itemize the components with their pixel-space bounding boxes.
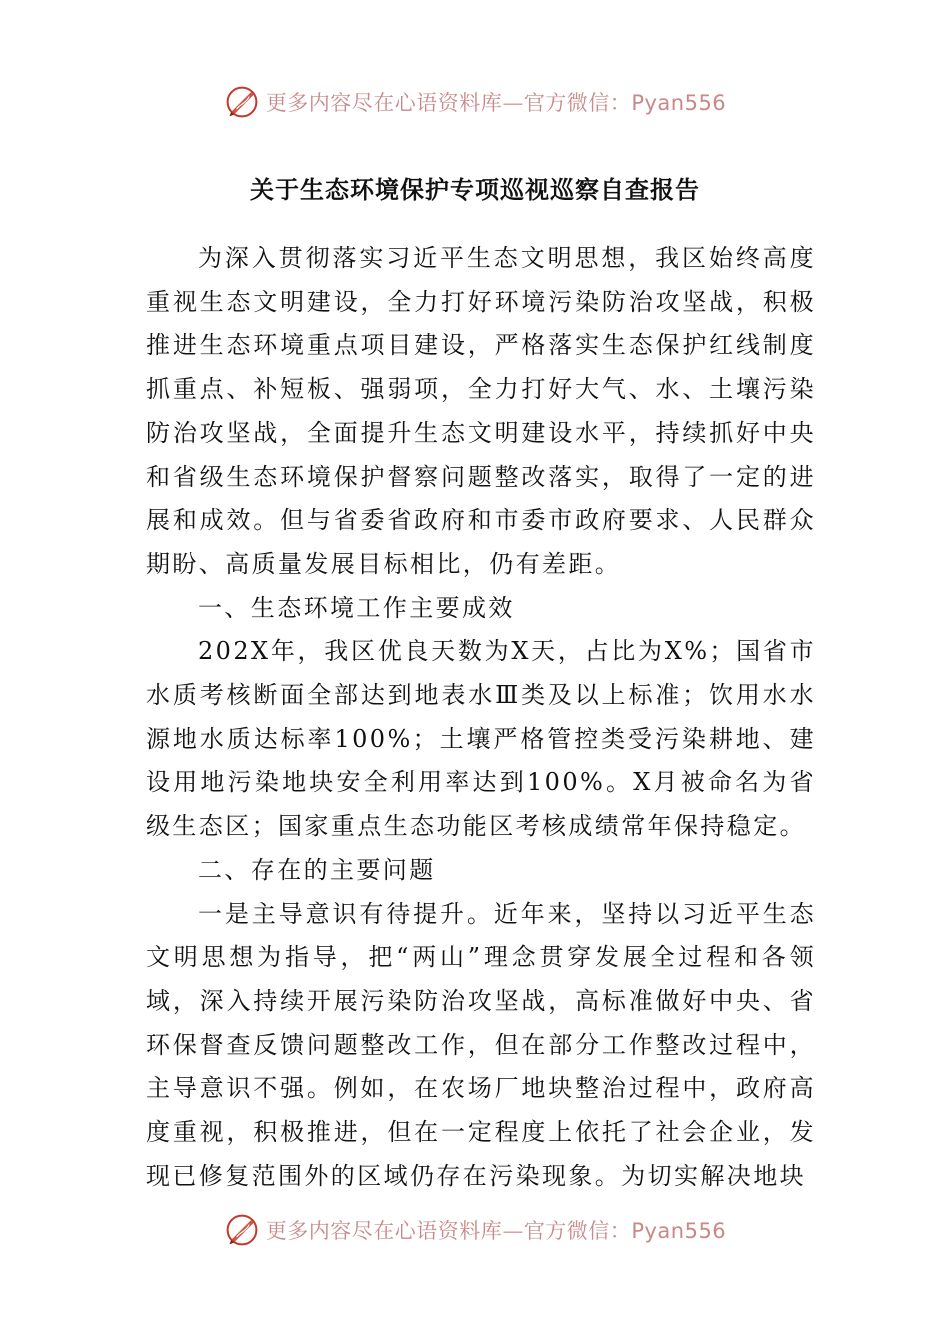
watermark-banner-top (0, 82, 950, 122)
watermark-label: 官方微信： (523, 1219, 632, 1243)
pen-circle-logo-icon (224, 1212, 260, 1248)
watermark-wechat-id: Pyan556 (631, 91, 727, 115)
watermark-text (266, 1215, 726, 1245)
document-title: 关于生态环境保护专项巡视巡察自查报告 (250, 176, 700, 204)
watermark-text (266, 87, 726, 117)
watermark-wechat-id: Pyan556 (631, 1219, 727, 1243)
paragraph-intro: 为深入贯彻落实习近平生态文明思想，我区始终高度重视生态文明建设，全力打好环境污染防治攻坚战，积极推进生态环境重点项目建设，严格落实生态保护红线制度抓重点、补短板、强弱项，全力打好大气、水、土壤污染防治攻坚战，全面提升生态文明建设水平，持续抓好中央和省级生态环境保护督察问题整改落实，取得了一定的进展和成效。但与省委省政府和市委市政府要求、人民群众期盼、高质量发展目标相比，仍有差距。 (146, 244, 816, 578)
watermark-site: 更多内容尽在心语资料库 (265, 91, 503, 115)
section-heading-achievements: 一、生态环境工作主要成效 (198, 593, 515, 622)
watermark-site: 更多内容尽在心语资料库 (265, 1219, 503, 1243)
paragraph-achievements: 202X年，我区优良天数为X天，占比为X%；国省市水质考核断面全部达到地表水Ⅲ类及以上标准；饮用水水源地水质达标率100%；土壤严格管控类受污染耕地、建设用地污染地块安全利用率达到100%。X月被命名为省级生态区；国家重点生态功能区考核成绩常年保持稳定。 (146, 637, 816, 841)
document-body (146, 237, 816, 1198)
watermark-dash: — (502, 1219, 524, 1243)
pen-circle-logo-icon (224, 84, 260, 120)
watermark-banner-bottom (0, 1210, 950, 1250)
section-heading-problems: 二、存在的主要问题 (198, 855, 436, 884)
watermark-dash: — (502, 91, 524, 115)
paragraph-problem-1: 一是主导意识有待提升。近年来，坚持以习近平生态文明思想为指导，把“两山”理念贯穿发展全过程和各领域，深入持续开展污染防治攻坚战，高标准做好中央、省环保督查反馈问题整改工作，但在部分工作整改过程中，主导意识不强。例如，在农场厂地块整治过程中，政府高度重视，积极推进，但在一定程度上依托了社会企业，发现已修复范围外的区域仍存在污染现象。为切实解决地块 (146, 899, 816, 1190)
watermark-label: 官方微信： (523, 91, 632, 115)
